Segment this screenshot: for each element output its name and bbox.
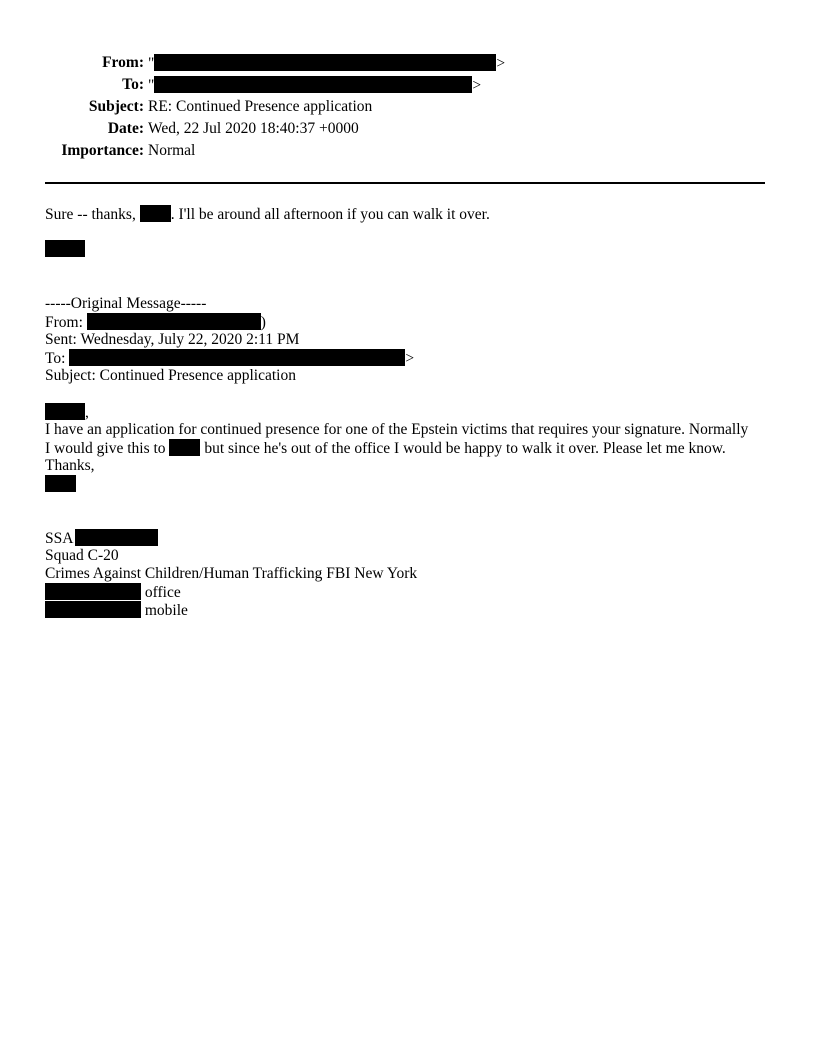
signature-title: SSA — [45, 529, 158, 548]
signature-squad: Squad C-20 — [45, 547, 119, 564]
subject-label: Subject: — [88, 98, 144, 115]
date-value: Wed, 22 Jul 2020 18:40:37 +0000 — [148, 120, 359, 137]
original-subject: Subject: Continued Presence application — [45, 367, 296, 384]
original-from: From: ) — [45, 314, 266, 331]
redaction-box — [154, 76, 472, 93]
redaction-box — [45, 240, 85, 257]
redaction-box — [45, 475, 76, 492]
redaction-box — [169, 439, 200, 456]
redaction-box — [154, 54, 496, 71]
original-sent: Sent: Wednesday, July 22, 2020 2:11 PM — [45, 331, 300, 348]
date-label: Date: — [107, 120, 144, 137]
signature-unit: Crimes Against Children/Human Trafficking FBI New York — [45, 565, 418, 582]
original-separator: -----Original Message----- — [45, 295, 207, 312]
signature-office: office — [45, 583, 181, 602]
signature-mobile: mobile — [45, 601, 188, 620]
importance-value: Normal — [148, 142, 196, 159]
original-sender-name — [45, 475, 76, 494]
importance-row — [0, 142, 816, 160]
original-body-line1: I have an application for continued presence for one of the Epstein victims that requires your signature. Normally — [45, 421, 749, 438]
original-body-line2: I would give this to but since he's out of the office I would be happy to walk it over. Please let me know. — [45, 440, 726, 457]
to-row — [0, 76, 816, 94]
redaction-box — [87, 313, 261, 330]
date-row — [0, 120, 816, 138]
original-to: To: > — [45, 350, 415, 367]
reply-text: Sure -- thanks, . I'll be around all afternoon if you can walk it over. — [45, 206, 490, 223]
from-value: " > — [148, 55, 506, 72]
redaction-box — [45, 583, 141, 600]
to-value: " > — [148, 77, 482, 94]
redaction-box — [45, 403, 85, 420]
subject-value: RE: Continued Presence application — [148, 98, 373, 115]
reply-signature — [45, 240, 85, 259]
importance-label: Importance: — [61, 142, 144, 159]
header-divider — [45, 182, 765, 184]
original-thanks: Thanks, — [45, 457, 95, 474]
from-label: From: — [102, 54, 144, 71]
subject-row — [0, 98, 816, 116]
from-row — [0, 54, 816, 72]
original-greeting: , — [45, 403, 89, 422]
redaction-box — [69, 349, 405, 366]
redaction-box — [45, 601, 141, 618]
to-label: To: — [122, 76, 144, 93]
redaction-box — [75, 529, 158, 546]
redaction-box — [140, 205, 171, 222]
